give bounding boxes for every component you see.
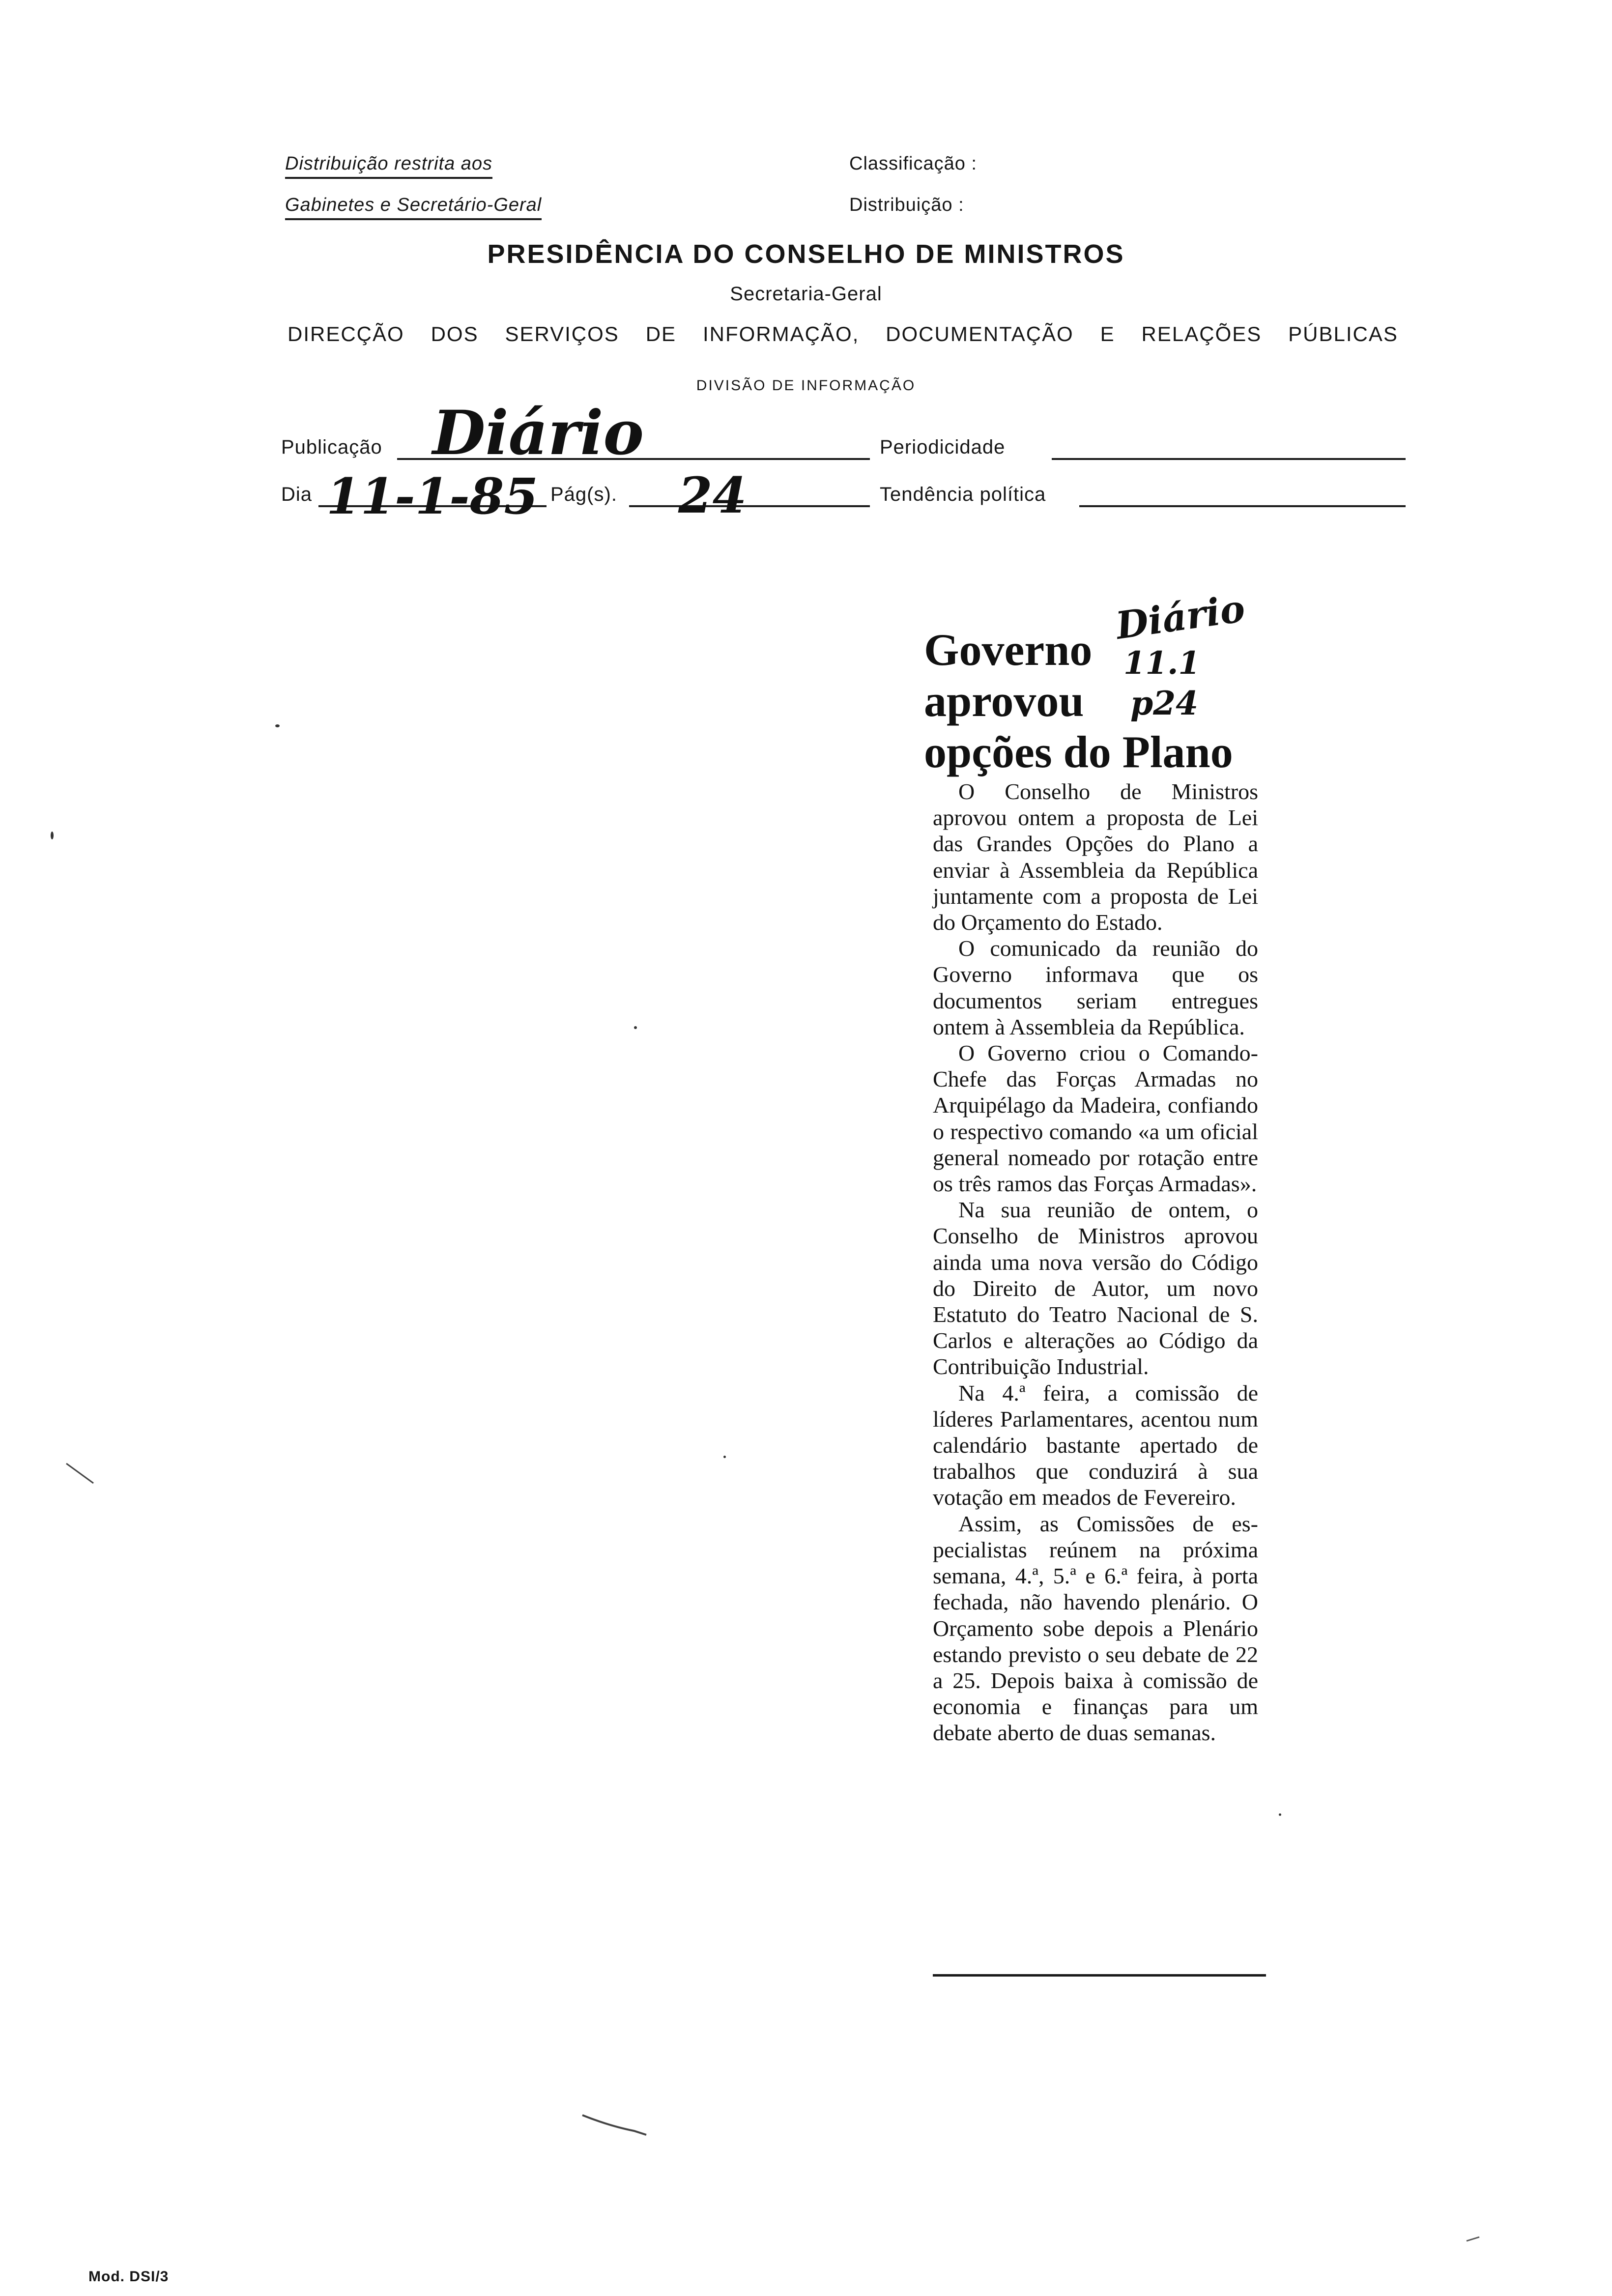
distribution-line-2: Gabinetes e Secretário-Geral — [285, 195, 542, 220]
scan-speck — [634, 1026, 637, 1029]
annotation-publication: Diário — [1113, 586, 1248, 648]
headline-line: Governo — [924, 625, 1093, 675]
distribuicao-label: Distribuição : — [849, 195, 964, 215]
article-paragraph: O Conselho de Ministros aprovou ontem a proposta de Lei das Grandes Opções do Plano a enviar à Assembleia da República juntamente com a proposta de Lei do Orçamento do Estado. — [933, 779, 1258, 935]
direccao-word: DOCUMENTAÇÃO — [886, 322, 1074, 345]
dia-handwritten: 11-1-85 — [326, 467, 538, 525]
distribution-restricted-line — [285, 153, 492, 174]
direccao-word: DE — [645, 322, 677, 345]
scan-speck — [275, 724, 280, 727]
article-paragraph: Na sua reunião de ontem, o Conselho de Ministros aprovou ainda uma nova versão do Código do Direito de Autor, um novo Estatuto do Teatro Nacional de S. Carlos e alterações ao Código da Contribuição Industrial. — [933, 1197, 1258, 1379]
scan-speck — [51, 832, 54, 839]
institution-title: PRESIDÊNCIA DO CONSELHO DE MINISTROS — [487, 239, 1125, 269]
secretaria-geral: Secretaria-Geral — [730, 283, 882, 305]
direccao-word: RELAÇÕES — [1141, 322, 1262, 345]
article-end-rule — [933, 1974, 1266, 1977]
scan-mark — [64, 1460, 98, 1489]
tendencia-line — [1079, 505, 1406, 507]
periodicidade-line — [1052, 458, 1406, 460]
article-paragraph: Assim, as Comissões de especialistas reúnem na próxima semana, 4.ª, 5.ª e 6.ª feira, à porta fechada, não havendo plenário. O Orçamento sobe depois a Plenário estando previsto o seu debate de 22 a 25. Depois baixa à comissão de economia e finanças para um debate aberto de duas semanas. — [933, 1511, 1258, 1746]
annotation-date: 11.1 — [1123, 645, 1200, 682]
direccao-word: INFORMAÇÃO, — [702, 322, 860, 345]
scan-speck — [1279, 1813, 1281, 1816]
dia-label: Dia — [281, 484, 313, 505]
pags-label: Pág(s). — [550, 484, 617, 505]
headline-line: aprovou — [924, 676, 1084, 726]
direccao-line — [288, 322, 1398, 346]
publicacao-label: Publicação — [281, 436, 382, 458]
periodicidade-label: Periodicidade — [880, 436, 1006, 458]
annotation-page: p24 — [1130, 684, 1198, 722]
scan-mark — [580, 2111, 654, 2141]
scan-speck — [723, 1456, 726, 1458]
distribution-line-1: Distribuição restrita aos — [285, 153, 492, 179]
tendencia-label: Tendência política — [880, 484, 1046, 505]
direccao-word: DOS — [431, 322, 479, 345]
article-headline — [924, 624, 1278, 777]
distribution-gabinetes-line — [285, 195, 542, 216]
pags-handwritten: 24 — [678, 466, 747, 524]
form-code: Mod. DSI/3 — [88, 2268, 169, 2285]
headline-line: opções do Plano — [924, 727, 1233, 777]
divisao-informacao: DIVISÃO DE INFORMAÇÃO — [696, 377, 916, 394]
direccao-word: SERVIÇOS — [505, 322, 619, 345]
classificacao-label: Classificação : — [849, 153, 977, 174]
pags-line — [629, 505, 870, 507]
article-paragraph: O comunicado da reunião do Governo informava que os documentos seriam entregues ontem à Assembleia da República. — [933, 936, 1258, 1039]
direccao-word: E — [1100, 322, 1115, 345]
article-body — [933, 778, 1258, 1746]
article-paragraph: Na 4.ª feira, a comissão de líderes Parlamentares, acentou num calendário bastante apertado de trabalhos que conduzirá à sua votação em meados de Fevereiro. — [933, 1380, 1258, 1510]
publicacao-handwritten: Diário — [432, 398, 644, 469]
direccao-word: PÚBLICAS — [1288, 322, 1398, 345]
scan-mark — [1465, 2234, 1484, 2244]
direccao-word: DIRECÇÃO — [288, 322, 404, 345]
article-paragraph: O Governo criou o Comando-Chefe das Forças Armadas no Arquipélago da Madeira, confiando o respectivo comando «a um oficial general nomeado por rotação entre os três ramos das Forças Armadas». — [933, 1040, 1258, 1197]
